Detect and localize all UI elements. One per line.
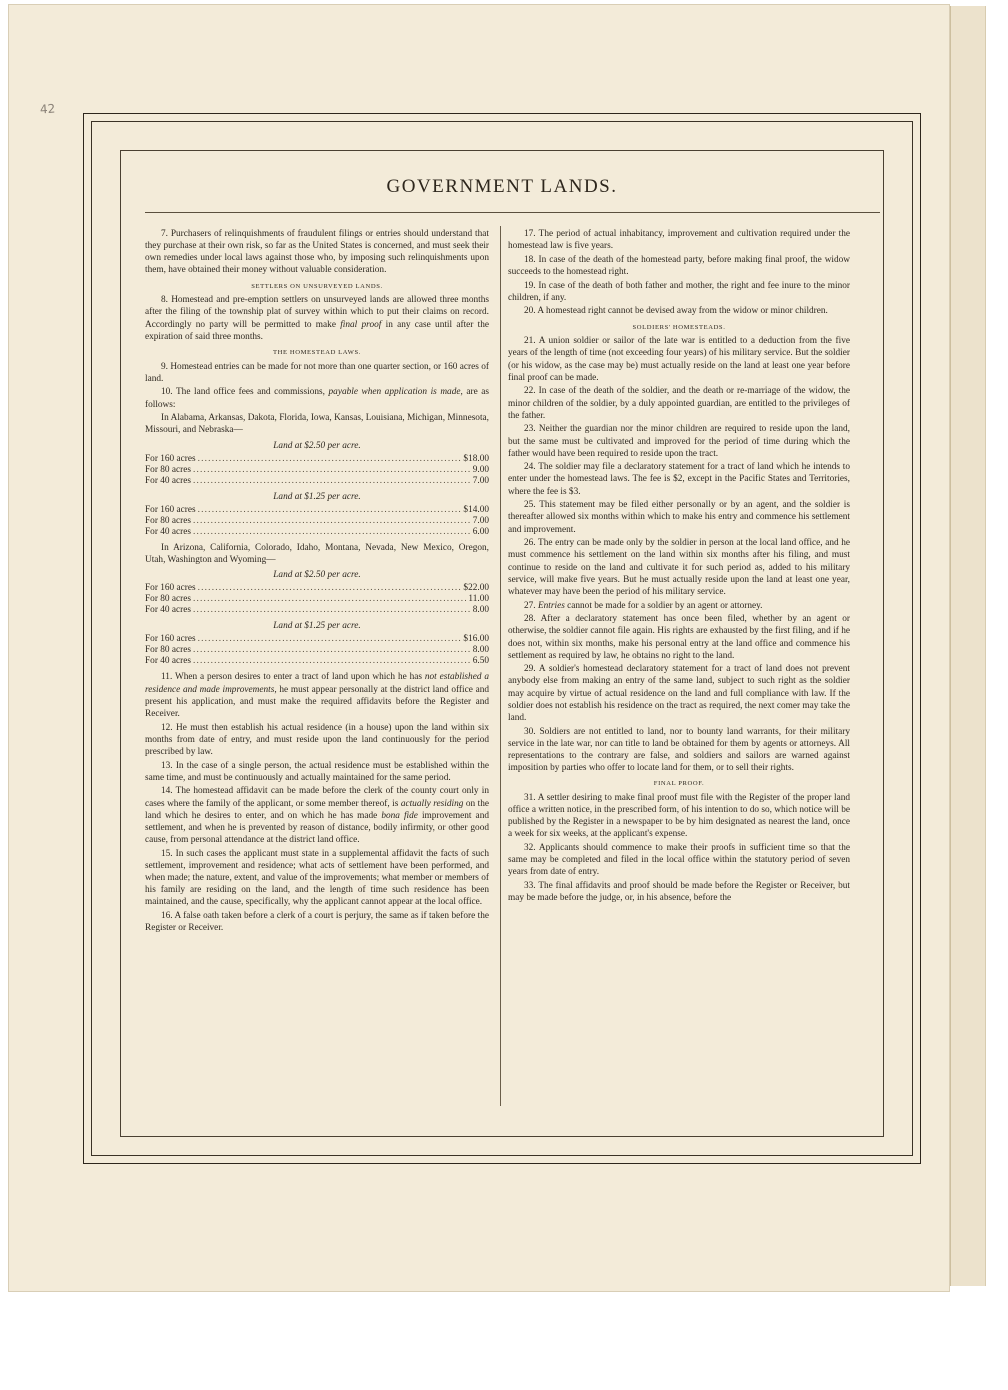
paragraph-18: 18. In case of the death of the homestead party, before making final proof, the widow succeeds to the homestead right. — [508, 254, 850, 277]
column-divider — [500, 226, 501, 1106]
heading-soldiers-homesteads: SOLDIERS' HOMESTEADS. — [632, 323, 726, 331]
heading-unsurveyed-lands: SETTLERS ON UNSURVEYED LANDS. — [251, 282, 383, 290]
paragraph-15: 15. In such cases the applicant must state in a supplemental affidavit the facts of such settlement, improvement and residence; what acts of settlement have been performed, and when made; the nature, extent, and value of the improvements; what member or members of his family are residing on the land, and the length of time such residence has been maintained, and the cause, specifically, why the applicant cannot appear at the local office. — [145, 848, 489, 908]
fee-row: For 80 acres ..... 9.00 — [145, 465, 489, 476]
left-column — [145, 228, 489, 936]
heading-final-proof: FINAL PROOF. — [653, 780, 705, 788]
paragraph-29: 29. A soldier's homestead declaratory statement for a tract of land does not prevent anybody else from making an entry of the same land, subject to such right as the soldier may acquire by virtue of actual residence on the land and full compliance with law. If the soldier does not establish his residence on the tract as required, the next comer may take the land. — [508, 664, 850, 723]
paragraph-31: 31. A settler desiring to make final proof must file with the Register of the proper land office a written notice, in the prescribed form, of his intention to do so, which notice will be published by the Register in a newspaper to be by him designated as nearest the land, once a week for six weeks, at the applicant's expense. — [508, 792, 850, 840]
paragraph-22: 22. In case of the death of the soldier, and the death or re-marriage of the widow, the minor children of the soldier, by a duly appointed guardian, are entitled to the privileges of the father. — [508, 386, 850, 421]
paragraph-26: 26. The entry can be made only by the soldier in person at the local land office, and he must commence his settlement on the land within six months after his filing, and must continue to reside on the land and cultivate it for such period as, added to his military service, will make five years. But he must actually reside upon the land at least one year, whatever may have been the period of his military service. — [508, 538, 850, 597]
paragraph-16: 16. A false oath taken before a clerk of a court is perjury, the same as if taken before the Register or Receiver. — [145, 910, 489, 934]
page-number: 42 — [39, 101, 56, 117]
fee-table-group-2 — [145, 569, 489, 667]
paragraph-28: 28. After a declaratory statement has once been filed, whether by an agent or otherwise, the soldier cannot file again. His rights are exhausted by the first filing, and if he does not, within six months, make his personal entry at the land office and commence his settlement as required by law, he obtains no right to the land. — [508, 614, 850, 661]
fee-row: For 40 acres ..... 6.00 — [145, 527, 489, 538]
heading-homestead-laws: THE HOMESTEAD LAWS. — [273, 348, 361, 356]
paragraph-20: 20. A homestead right cannot be devised away from the widow or minor children. — [524, 306, 828, 317]
paragraph-11: 11. When a person desires to enter a tract of land upon which he has not established a residence and made improvements, he must appear personally at the district land office and present his application, and must make the required affidavits before the Register and Receiver. — [145, 672, 490, 719]
paragraph-32: 32. Applicants should commence to make their proofs in sufficient time so that the same may be completed and filed in the local office within the statutory period of seven years from date of entry. — [508, 843, 850, 878]
fee-row: For 80 acres ..... 8.00 — [145, 645, 489, 656]
fee-row: For 160 acres ..... $14.00 — [145, 505, 489, 516]
paragraph-30: 30. Soldiers are not entitled to land, nor to bounty land warrants, for their military service in the late war, nor can title to land be obtained for them by agents or attorneys. All representations to the contrary are false, and soldiers and sailors are warned against imposition by parties who offer to locate land for them, or to sell their rights. — [508, 726, 850, 774]
fee-row: For 40 acres ..... 6.50 — [145, 656, 489, 667]
paragraph-23: 23. Neither the guardian nor the minor children are required to reside upon the land, but the same must be cultivated and improved for the period of time during which the father would have been required to reside upon the tract. — [508, 424, 850, 459]
paragraph-19: 19. In case of the death of both father and mother, the right and fee inure to the minor children, if any. — [508, 280, 850, 303]
paragraph-12: 12. He must then establish his actual residence (in a house) upon the land within six months from date of entry, and must reside upon the land continuously for the period prescribed by law. — [145, 722, 489, 757]
paper-edge — [950, 6, 986, 1286]
paragraph-10: 10. The land office fees and commissions, payable when application is made, are as follows: — [145, 387, 489, 410]
states-group-2: In Arizona, California, Colorado, Idaho, Montana, Nevada, New Mexico, Oregon, Utah, Washington and Wyoming— — [145, 542, 489, 565]
fee-subhead: Land at $1.25 per acre. — [273, 621, 361, 632]
fee-row: For 40 acres ..... 8.00 — [145, 605, 489, 616]
fee-row: For 160 acres ..... $16.00 — [145, 634, 489, 645]
paragraph-25: 25. This statement may be filed either personally or by an agent, and the soldier is thereafter allowed six months within which to make his entry and commence his settlement and improvement. — [508, 500, 850, 535]
fee-table-group-1 — [145, 440, 489, 538]
paragraph-33: 33. The final affidavits and proof should be made before the Register or Receiver, but may be made before the judge, or, in his absence, before the — [508, 880, 850, 904]
states-group-1: In Alabama, Arkansas, Dakota, Florida, Iowa, Kansas, Louisiana, Michigan, Minnesota, Missouri, and Nebraska— — [145, 413, 489, 436]
fee-subhead: Land at $2.50 per acre. — [273, 440, 361, 451]
title-rule — [145, 212, 880, 213]
page-title: GOVERNMENT LANDS. — [386, 176, 618, 197]
fee-row: For 40 acres ..... 7.00 — [145, 476, 489, 487]
fee-subhead: Land at $2.50 per acre. — [273, 570, 361, 581]
fee-subhead: Land at $1.25 per acre. — [273, 491, 361, 502]
paragraph-17: 17. The period of actual inhabitancy, improvement and cultivation required under the homestead law is five years. — [508, 229, 850, 252]
fee-row: For 160 acres ..... $18.00 — [145, 454, 489, 465]
paragraph-8: 8. Homestead and pre-emption settlers on unsurveyed lands are allowed three months after the filing of the township plat of survey within which to put their claims on record. Accordingly no party will be permitted to make final proof in any case until after the expiration of said three months. — [145, 295, 490, 342]
right-column — [508, 228, 850, 906]
paragraph-21: 21. A union soldier or sailor of the late war is entitled to a deduction from the five years of the length of time (not exceeding four years) of his military service. But the soldier (or his widow, as the case may be) must actually reside on the land at least one year before final proof can be made. — [508, 336, 850, 383]
paragraph-7: 7. Purchasers of relinquishments of fraudulent filings or entries should understand that they purchase at their own risk, so far as the United States is concerned, and must seek their own remedies under local laws against those who, by imposing such relinquishments upon them, have obtained their money without valuable consideration. — [145, 229, 489, 276]
fee-row: For 80 acres ..... 7.00 — [145, 516, 489, 527]
paragraph-24: 24. The soldier may file a declaratory statement for a tract of land which he intends to enter under the homestead laws. The fee is $2, except in the Pacific States and Territories, where the fee is $3. — [508, 462, 850, 497]
paragraph-9: 9. Homestead entries can be made for not more than one quarter section, or 160 acres of land. — [145, 361, 489, 384]
fee-row: For 160 acres ..... $22.00 — [145, 583, 489, 594]
paragraph-27: 27. Entries cannot be made for a soldier by an agent or attorney. — [524, 600, 763, 611]
paragraph-13: 13. In the case of a single person, the actual residence must be established within the same time, and must be continuously and actually maintained for the same period. — [145, 760, 489, 783]
fee-row: For 80 acres ..... 11.00 — [145, 594, 489, 605]
paragraph-14: 14. The homestead affidavit can be made before the clerk of the county court only in cases where the family of the applicant, or some member thereof, is actually residing on the land which he desires to enter, and on which he has made bona fide improvement and settlement, and when he is prevented by reason of distance, bodily infirmity, or other good cause, from personal attendance at the district land office. — [145, 786, 489, 845]
